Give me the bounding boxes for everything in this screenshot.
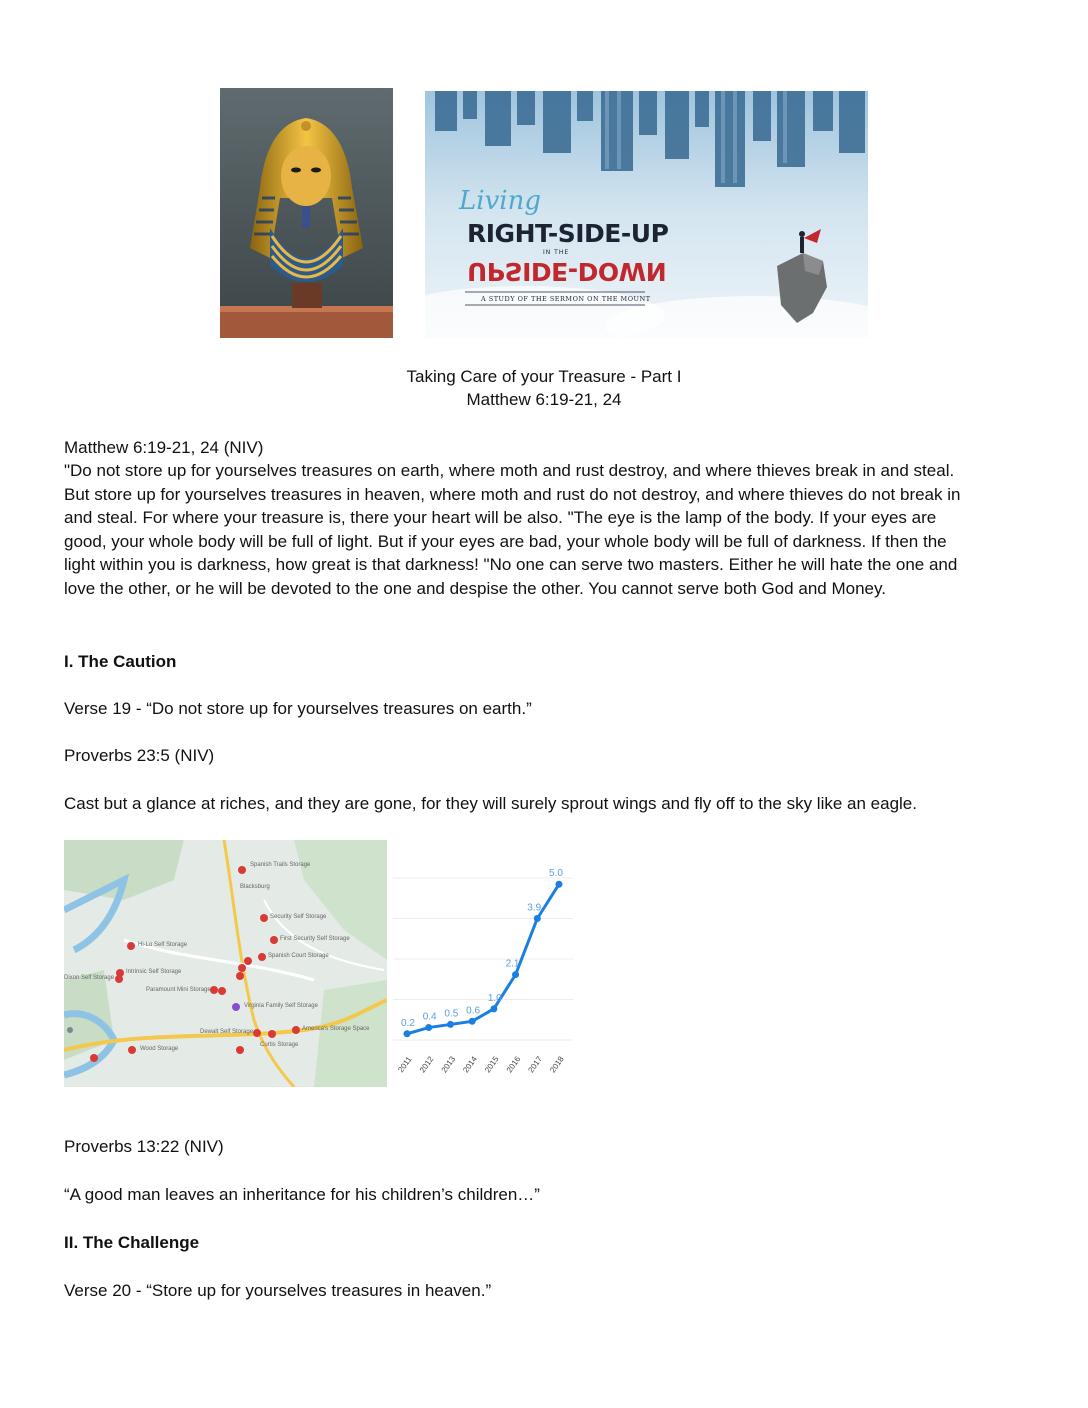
map-label: Spanish Trails Storage: [250, 862, 311, 868]
scripture-line: and steal. For where your treasure is, there your heart will be also. "The eye is the lamp of the body. If your eyes are: [64, 508, 937, 527]
scripture-reference: Matthew 6:19-21, 24 (NIV): [64, 438, 264, 457]
chart-point: [404, 1030, 411, 1037]
chart-x-tick-label: 2013: [439, 1054, 458, 1075]
chart-point: [447, 1021, 454, 1028]
chart-x-tick-label: 2014: [461, 1054, 479, 1075]
banner-subtitle: A STUDY OF THE SERMON ON THE MOUNT: [481, 295, 651, 303]
chart-data-label: 0.2: [401, 1017, 415, 1029]
map-label: America's Storage Space: [302, 1026, 370, 1032]
banner-upside-down: UPSIDE-DOWN: [467, 257, 667, 286]
chart-x-tick-label: 2016: [504, 1054, 523, 1075]
map-label: Dixon Self Storage: [64, 975, 115, 981]
chart-x-tick-label: 2011: [396, 1054, 414, 1075]
map-label: Virginia Family Self Storage: [244, 1003, 318, 1009]
map-label: Spanish Court Storage: [268, 953, 329, 959]
verse-19: Verse 19 - “Do not store up for yourselves treasures on earth.”: [64, 699, 532, 718]
chart-data-label: 0.5: [444, 1008, 459, 1020]
proverbs-13-22-ref: Proverbs 13:22 (NIV): [64, 1137, 224, 1156]
chart-data-label: 0.4: [422, 1011, 437, 1023]
scripture-line: "Do not store up for yourselves treasures on earth, where moth and rust destroy, and where thieves break in and steal.: [64, 461, 955, 480]
chart-x-tick-label: 2012: [417, 1054, 436, 1075]
chart-point: [490, 1005, 497, 1012]
growth-line-chart: [393, 848, 573, 1080]
banner-living-word: Living: [459, 186, 541, 216]
banner-in-the: IN THE: [543, 249, 570, 256]
map-label: Paramount Mini Storage: [146, 987, 211, 993]
chart-point: [534, 915, 541, 922]
map-label: Hi-Lo Self Storage: [138, 942, 188, 948]
scripture-line: good, your whole body will be full of light. But if your eyes are bad, your whole body will be full of darkness. If then the: [64, 532, 947, 551]
sermon-series-banner: [425, 91, 868, 338]
map-label: Wood Storage: [140, 1046, 179, 1052]
verse-20: Verse 20 - “Store up for yourselves treasures in heaven.”: [64, 1281, 492, 1300]
chart-data-label: 0.6: [466, 1005, 481, 1017]
chart-data-label: 5.0: [549, 868, 563, 880]
scripture-line: love the other, or he will be devoted to the one and despise the other. You cannot serve both God and Money.: [64, 579, 886, 598]
chart-x-tick-label: 2017: [526, 1054, 545, 1075]
scripture-line: light within you is darkness, how great is that darkness! "No one can serve two masters. Either he will hate the one and: [64, 555, 958, 574]
chart-point: [469, 1018, 476, 1025]
map-label: Security Self Storage: [270, 914, 327, 920]
scripture-line: But store up for yourselves treasures in heaven, where moth and rust do not destroy, and where thieves do not break in: [64, 485, 961, 504]
chart-x-tick-label: 2018: [548, 1054, 566, 1075]
map-label: Curtis Storage: [260, 1042, 299, 1048]
map-label: First Security Self Storage: [280, 936, 350, 942]
map-label: Blacksburg: [240, 884, 270, 890]
map-label: Dewalt Self Storage: [200, 1029, 254, 1035]
proverbs-13-22-text: “A good man leaves an inheritance for his children’s children…”: [64, 1185, 540, 1204]
chart-data-label: 2.1: [505, 958, 520, 970]
storage-map-image: [64, 840, 387, 1087]
proverbs-23-5-ref: Proverbs 23:5 (NIV): [64, 746, 215, 765]
chart-data-label: 3.9: [527, 902, 542, 914]
page-subtitle: Matthew 6:19-21, 24: [466, 390, 622, 409]
pharaoh-mask-image: [220, 88, 393, 338]
page-title: Taking Care of your Treasure - Part I: [406, 367, 682, 386]
proverbs-23-5-text: Cast but a glance at riches, and they are gone, for they will surely sprout wings and fly off to the sky like an eagle.: [64, 794, 917, 813]
chart-point: [556, 881, 563, 888]
section-heading-challenge: II. The Challenge: [64, 1233, 200, 1252]
section-heading-caution: I. The Caution: [64, 652, 177, 671]
banner-right-side-up: RIGHT-SIDE-UP: [467, 219, 669, 248]
map-label: Intrinsic Self Storage: [126, 969, 182, 975]
chart-x-tick-label: 2015: [483, 1054, 501, 1075]
chart-point: [425, 1024, 432, 1031]
chart-point: [512, 971, 519, 978]
chart-data-label: 1.0: [487, 992, 502, 1004]
